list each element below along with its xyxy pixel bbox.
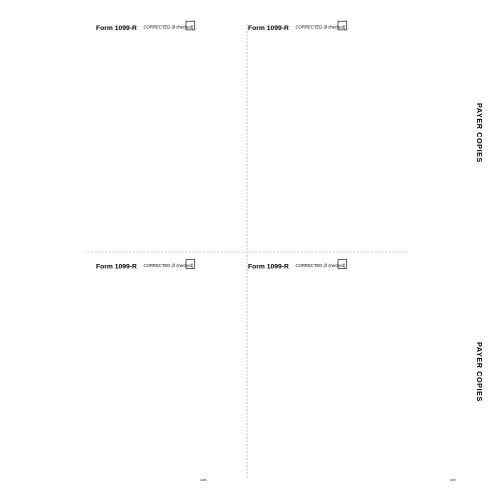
side-label-bottom: PAYER COPIES [475, 342, 484, 402]
form-title: Form 1099-R [248, 24, 289, 32]
form-title: Form 1099-R [96, 24, 137, 32]
corrected-label: CORRECTED (if checked) [143, 263, 194, 269]
printer-code-left: L1RS [200, 479, 207, 482]
form-title: Form 1099-R [96, 263, 137, 271]
form-title: Form 1099-R [248, 263, 289, 271]
corrected-label: CORRECTED (if checked) [295, 24, 346, 30]
side-label-top: PAYER COPIES [475, 103, 484, 163]
corrected-label: CORRECTED (if checked) [143, 24, 194, 30]
printer-code-right: 0176 [450, 479, 456, 482]
corrected-label: CORRECTED (if checked) [295, 263, 346, 269]
